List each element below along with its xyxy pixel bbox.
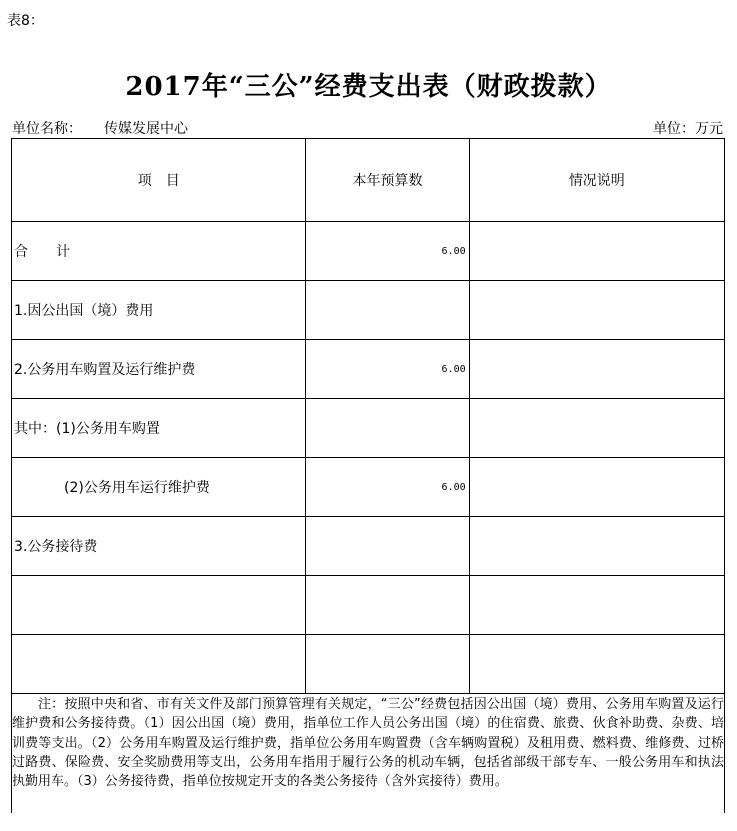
item-cell [12,635,306,694]
currency-unit: 单位：万元 [653,121,723,137]
table-row [12,576,725,635]
table-row [12,517,725,576]
item-cell: 合 计 [12,222,306,281]
note-cell [469,458,724,517]
amount-cell [306,281,469,340]
amount-cell [306,635,469,694]
item-cell: 其中：(1)公务用车购置 [12,399,306,458]
item-cell [12,576,306,635]
item-cell: 1.因公出国（境）费用 [12,281,306,340]
header-note: 情况说明 [469,139,724,222]
note-cell [469,517,724,576]
table-header-row [12,139,725,222]
amount-cell: 6.00 [306,222,469,281]
item-cell: (2)公务用车运行维护费 [12,458,306,517]
table-row [12,340,725,399]
note-cell [469,281,724,340]
amount-cell [306,576,469,635]
unit-name-label: 单位名称： [12,121,82,137]
note-cell [469,222,724,281]
note-cell [469,635,724,694]
table-row [12,281,725,340]
note-cell [469,340,724,399]
table-number: 表8： [7,13,44,29]
unit-info-row [12,118,723,138]
unit-name [12,118,188,138]
footnote: 注：按照中央和省、市有关文件及部门预算管理有关规定，“三公”经费包括因公出国（境）费用、公务用车购置及运行维护费和公务接待费。（1）因公出国（境）费用，指单位工作人员公务出国（境）的住宿费、旅费、伙食补助费、杂费、培训费等支出。（2）公务用车购置及运行维护费，指单位公务用车购置费（含车辆购置税）及租用费、燃料费、维修费、过桥过路费、保险费、安全奖励费用等支出，公务用车指用于履行公务的机动车辆，包括省部级干部专车、一般公务用车和执法执勤用车。（3）公务接待费，指单位按规定开支的各类公务接待（含外宾接待）费用。 [12,697,724,790]
table-row [12,458,725,517]
table-row [12,222,725,281]
note-cell [469,576,724,635]
amount-cell: 6.00 [306,340,469,399]
header-item: 项 目 [12,139,306,222]
amount-cell [306,517,469,576]
amount-cell: 6.00 [306,458,469,517]
item-cell: 3.公务接待费 [12,517,306,576]
item-cell: 2.公务用车购置及运行维护费 [12,340,306,399]
table-row [12,635,725,694]
header-budget: 本年预算数 [306,139,469,222]
table-row [12,399,725,458]
unit-name-value: 传媒发展中心 [104,121,188,137]
note-cell [469,399,724,458]
amount-cell [306,399,469,458]
expense-table [11,138,725,694]
page-title: 2017年“三公”经费支出表（财政拨款） [125,72,612,102]
